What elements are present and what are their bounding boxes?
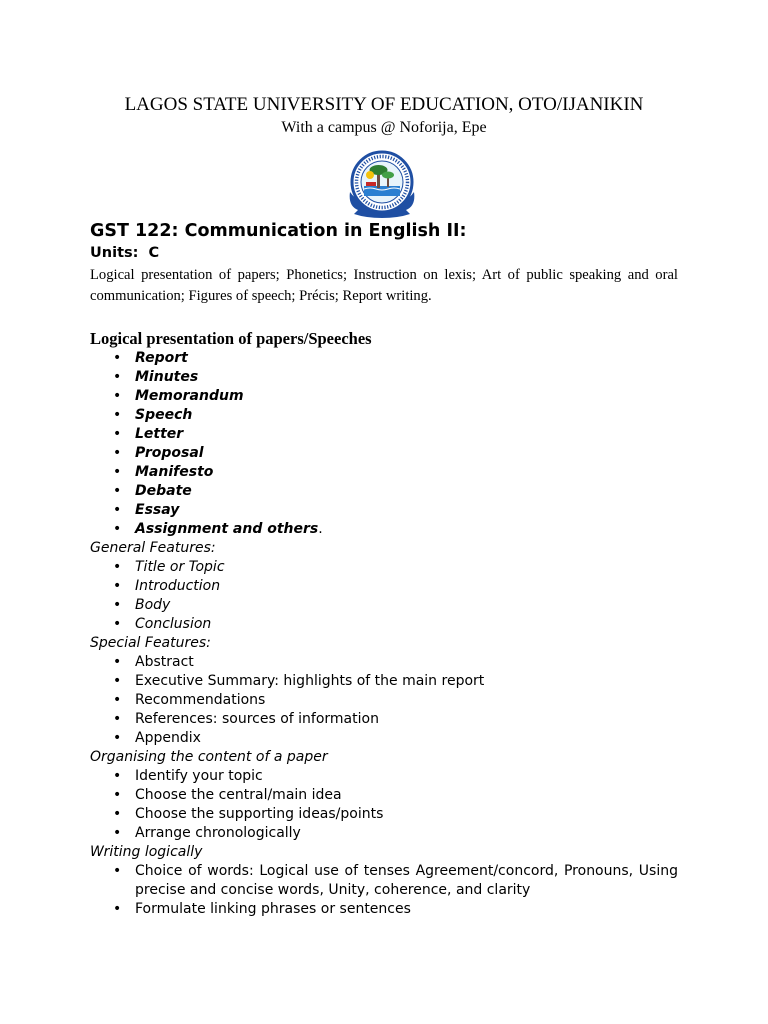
list-item: • Proposal bbox=[113, 445, 204, 461]
general-features-heading: General Features: bbox=[90, 540, 216, 556]
list-item: • Choice of words: Logical use of tenses Agreement/concord, Pronouns, Using precise and concise words, Unity, coherence, and clarity bbox=[113, 863, 678, 898]
section-heading: Logical presentation of papers/Speeches bbox=[90, 329, 372, 348]
list-item: • Essay bbox=[113, 502, 180, 518]
list-item: • Arrange chronologically bbox=[113, 825, 301, 841]
organising-heading: Organising the content of a paper bbox=[90, 749, 328, 765]
organising-list bbox=[90, 767, 678, 843]
list-item: • Formulate linking phrases or sentences bbox=[113, 901, 411, 917]
paper-types-list bbox=[90, 349, 678, 539]
list-item: • Speech bbox=[113, 407, 193, 423]
list-item: • Appendix bbox=[113, 730, 201, 746]
list-item: • Abstract bbox=[113, 654, 194, 670]
list-item: • References: sources of information bbox=[113, 711, 379, 727]
list-item: • Introduction bbox=[113, 578, 221, 594]
special-features-heading: Special Features: bbox=[90, 635, 211, 651]
document-body bbox=[90, 349, 678, 919]
course-description: Logical presentation of papers; Phonetics; Instruction on lexis; Art of public speaking and oral communication; Figures of speech; Précis; Report writing. bbox=[90, 267, 678, 304]
writing-logically-list bbox=[90, 862, 678, 919]
writing-logically-heading: Writing logically bbox=[90, 844, 203, 860]
list-item: • Title or Topic bbox=[113, 559, 225, 575]
list-item: • Recommendations bbox=[113, 692, 266, 708]
list-item: • Assignment and others. bbox=[113, 521, 323, 537]
list-item: • Body bbox=[113, 597, 171, 613]
list-item: • Executive Summary: highlights of the main report bbox=[113, 673, 485, 689]
campus-line: With a campus @ Noforija, Epe bbox=[281, 119, 487, 136]
university-name: LAGOS STATE UNIVERSITY OF EDUCATION, OTO/IJANIKIN bbox=[124, 94, 644, 115]
list-item: • Choose the supporting ideas/points bbox=[113, 806, 384, 822]
list-item: • Letter bbox=[113, 426, 184, 442]
units-line: Units: C bbox=[90, 245, 160, 261]
list-item: • Conclusion bbox=[113, 616, 212, 632]
general-features-list bbox=[90, 558, 678, 634]
list-item: • Memorandum bbox=[113, 388, 244, 404]
list-item: • Report bbox=[113, 350, 188, 366]
list-item: • Minutes bbox=[113, 369, 199, 385]
list-item: • Identify your topic bbox=[113, 768, 263, 784]
list-item: • Choose the central/main idea bbox=[113, 787, 342, 803]
special-features-list bbox=[90, 653, 678, 748]
list-item: • Manifesto bbox=[113, 464, 214, 480]
university-logo bbox=[344, 148, 420, 220]
course-title: GST 122: Communication in English II: bbox=[90, 221, 467, 241]
list-item: • Debate bbox=[113, 483, 192, 499]
